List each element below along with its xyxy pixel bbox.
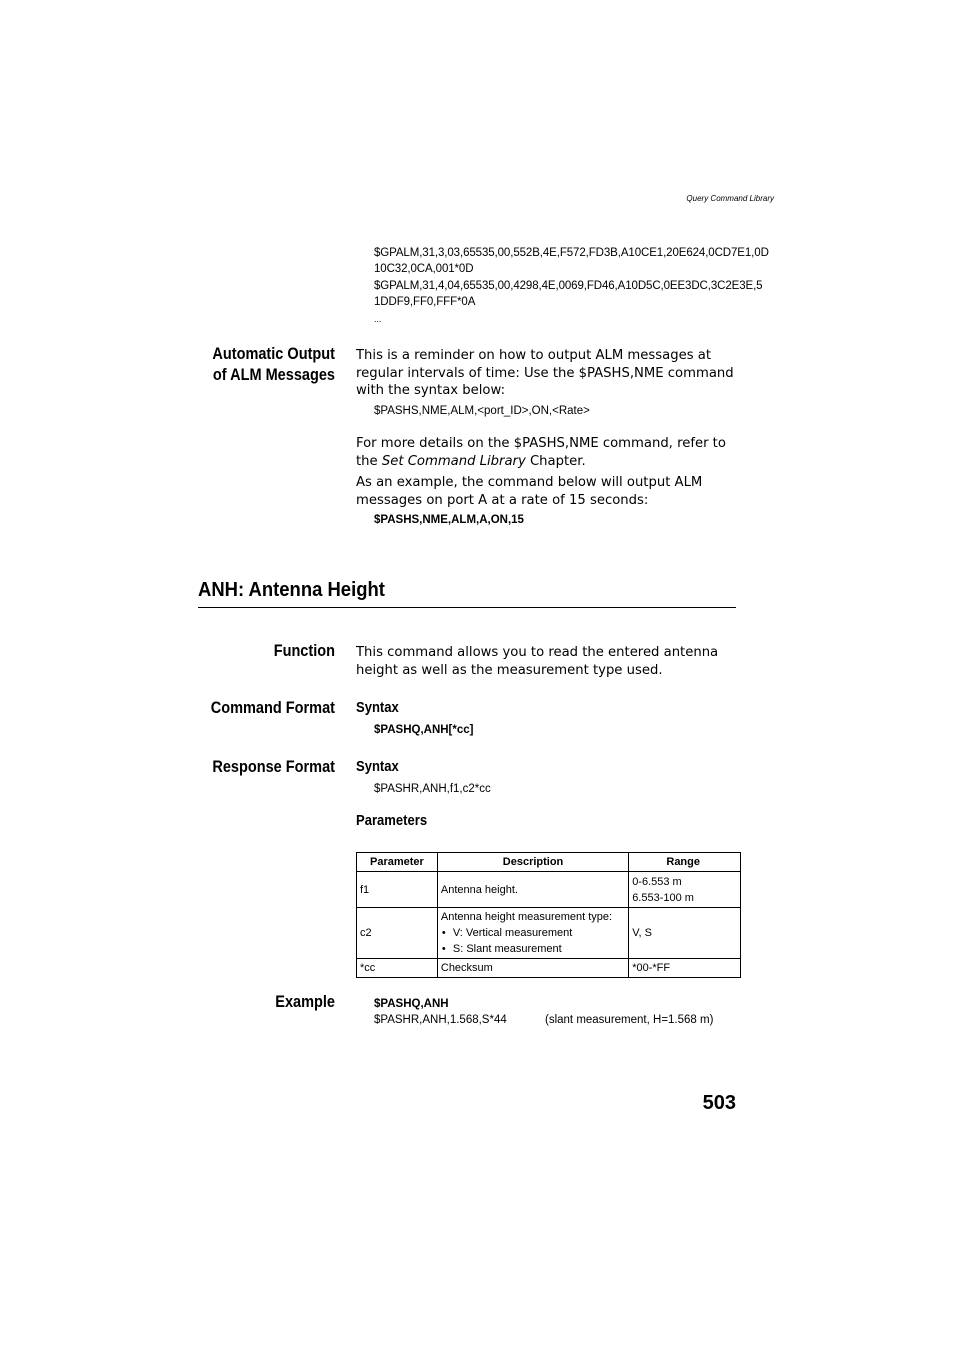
function-text: This command allows you to read the entered antenna height as well as the measurement type used. bbox=[356, 645, 719, 678]
section-divider bbox=[198, 607, 736, 608]
parameters-table bbox=[356, 852, 741, 978]
nme-syntax: $PASHS,NME,ALM,<port_ID>,ON,<Rate> bbox=[374, 405, 590, 417]
auto-output-example-intro: As an example, the command below will output ALM messages on port A at a rate of 15 seconds: bbox=[356, 475, 703, 508]
command-syntax: $PASHQ,ANH[*cc] bbox=[374, 724, 474, 736]
alm-line: ... bbox=[374, 313, 382, 324]
alm-line: 1DDF9,FF0,FFF*0A bbox=[374, 296, 476, 309]
auto-output-heading bbox=[181, 344, 335, 386]
table-row bbox=[357, 908, 741, 959]
range-cell bbox=[629, 872, 741, 908]
function-heading: Function bbox=[273, 642, 335, 660]
response-format-heading: Response Format bbox=[212, 758, 335, 776]
desc-cell: Checksum bbox=[437, 959, 628, 978]
param-cell: *cc bbox=[357, 959, 438, 978]
range-cell: V, S bbox=[629, 908, 741, 959]
section-title: ANH: Antenna Height bbox=[198, 578, 385, 601]
desc-text: Antenna height measurement type: bbox=[440, 911, 613, 923]
details-italic: Set Command Library bbox=[381, 453, 526, 469]
range-line: 6.553-100 m bbox=[632, 891, 694, 904]
details-pre: For more details on the $PASHS,NME command, refer to the bbox=[356, 436, 726, 469]
auto-output-heading-line1: Automatic Output bbox=[212, 345, 335, 363]
running-header: Query Command Library bbox=[686, 194, 774, 203]
details-post: Chapter. bbox=[525, 453, 586, 469]
alm-line: 10C32,0CA,001*0D bbox=[374, 263, 474, 276]
table-header-description: Description bbox=[437, 853, 628, 872]
command-format-heading: Command Format bbox=[210, 699, 335, 717]
table-header-parameter: Parameter bbox=[357, 853, 438, 872]
nme-example-command: $PASHS,NME,ALM,A,ON,15 bbox=[374, 514, 524, 526]
auto-output-intro: This is a reminder on how to output ALM messages at regular intervals of time: Use the $PASHS,NME command with the syntax below: bbox=[356, 348, 734, 399]
command-syntax-label: Syntax bbox=[356, 700, 399, 716]
alm-line: $GPALM,31,4,04,65535,00,4298,4E,0069,FD46,A10D5C,0EE3DC,3C2E3E,5 bbox=[374, 279, 763, 292]
desc-cell: Antenna height. bbox=[437, 872, 628, 908]
param-cell: f1 bbox=[357, 872, 438, 908]
table-row bbox=[357, 959, 741, 978]
table-row bbox=[357, 872, 741, 908]
table-header-row bbox=[357, 853, 741, 872]
bullet-list bbox=[441, 925, 625, 957]
desc-cell bbox=[437, 908, 628, 959]
parameters-label: Parameters bbox=[356, 813, 428, 829]
table-header-range: Range bbox=[629, 853, 741, 872]
example-comment: (slant measurement, H=1.568 m) bbox=[545, 1014, 714, 1026]
auto-output-details bbox=[356, 435, 740, 470]
alm-line: $GPALM,31,3,03,65535,00,552B,4E,F572,FD3B,A10CE1,20E624,0CD7E1,0D bbox=[374, 247, 769, 259]
page-number: 503 bbox=[702, 1092, 736, 1114]
range-line: 0-6.553 m bbox=[632, 875, 682, 888]
example-query: $PASHQ,ANH bbox=[374, 998, 449, 1010]
range-cell: *00-*FF bbox=[629, 959, 741, 978]
response-syntax: $PASHR,ANH,f1,c2*cc bbox=[374, 783, 491, 795]
bullet-item: • S: Slant measurement bbox=[441, 941, 625, 957]
auto-output-heading-line2: of ALM Messages bbox=[212, 366, 335, 384]
alm-example-block bbox=[374, 245, 769, 327]
example-response: $PASHR,ANH,1.568,S*44 bbox=[374, 1014, 507, 1026]
param-cell: c2 bbox=[357, 908, 438, 959]
bullet-item: • V: Vertical measurement bbox=[441, 925, 625, 941]
example-heading: Example bbox=[275, 993, 335, 1011]
response-syntax-label: Syntax bbox=[356, 759, 399, 775]
